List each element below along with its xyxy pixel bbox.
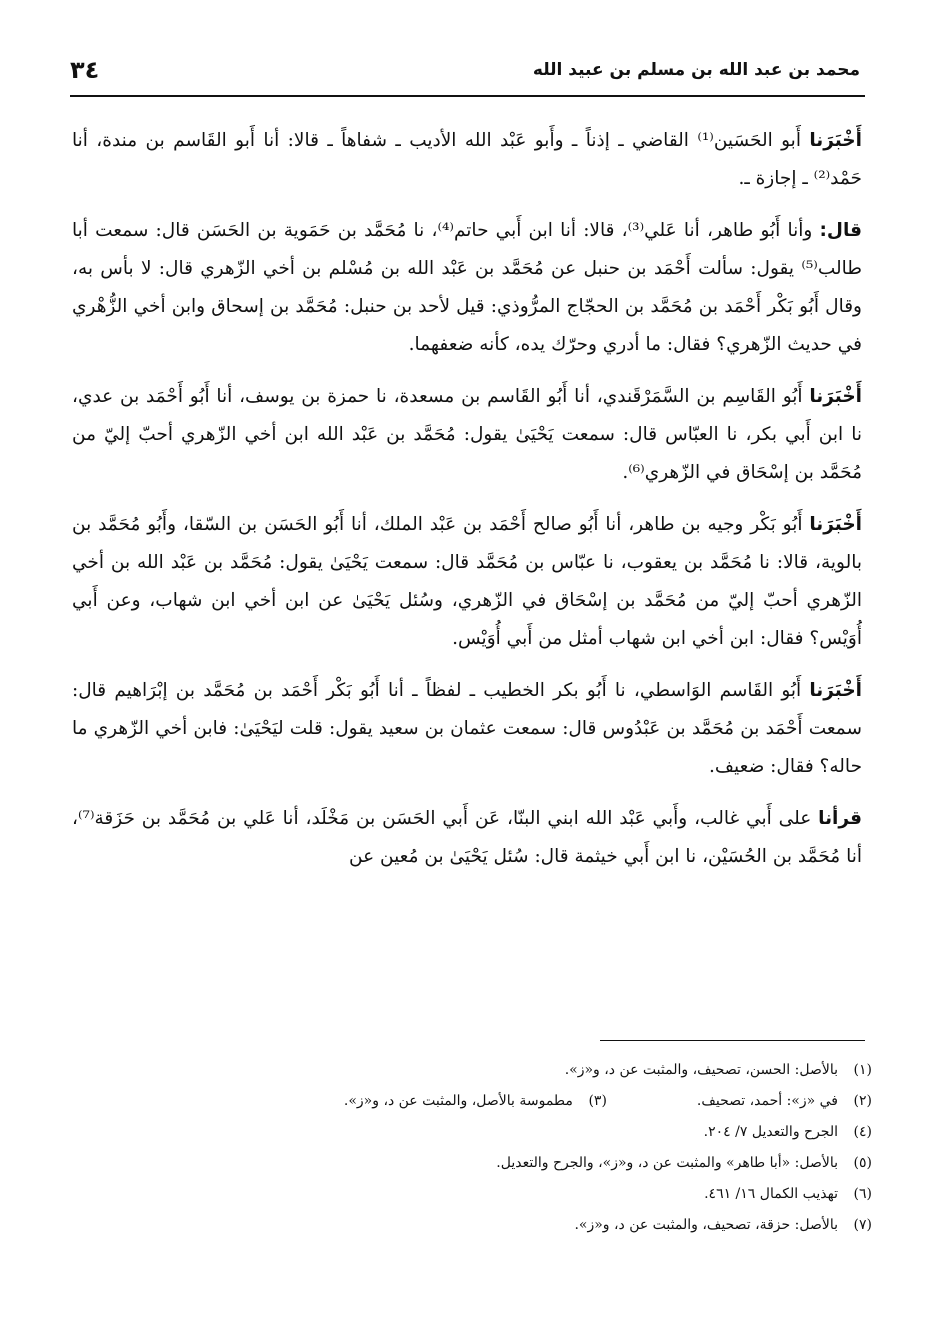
footnote-7 <box>574 1210 872 1241</box>
footnote-number: (٢) <box>853 1093 872 1109</box>
paragraph-lead: أَخْبَرَنا <box>809 680 862 701</box>
paragraph-lead: قرأنا <box>818 808 862 829</box>
footnote-4 <box>704 1117 872 1148</box>
paragraph-text: وأنا أَبُو طاهر، أنا عَلي⁽³⁾، قالا: أنا ابن أَبي حاتم⁽⁴⁾، نا مُحَمَّد بن حَمَوية بن الحَسَن قال: سمعت أبا طالب⁽⁵⁾ يقول: سألت أَحْمَد بن حنبل عن مُحَمَّد بن عَبْد الله بن مُسْلم بن أخي الزّهري قال: لا بأس به، وقال أَبُو بَكْر أَحْمَد بن مُحَمَّد بن الحجّاج المرُّوذي: قيل لأحد بن حنبل: مُحَمَّد بن إسحاق وابن أخي الزُّهْري في حديث الزّهري؟ فقال: ما أدري وحرّك يده، كأنه ضعفهما. <box>72 220 862 355</box>
paragraph-5 <box>72 672 862 786</box>
footnote-row <box>72 1086 872 1117</box>
footnote-text: مطموسة بالأصل، والمثبت عن د، و«ز». <box>343 1093 573 1109</box>
footnote-row <box>72 1210 872 1241</box>
footnote-row <box>72 1179 872 1210</box>
footnote-number: (١) <box>853 1062 872 1078</box>
running-header <box>70 52 860 88</box>
paragraph-text: أَبو الحَسَين⁽¹⁾ القاضي ـ إذناً ـ وأَبو عَبْد الله الأديب ـ شفاهاً ـ قالا: أنا أَبو القَاسم بن مندة، أنا حَمْد⁽²⁾ ـ إجازة ـ. <box>72 130 862 189</box>
paragraph-text: أَبُو بَكْر وجيه بن طاهر، أنا أَبُو صالح أَحْمَد بن عَبْد الملك، أنا أَبُو الحَسَن بن السّقا، وأَبُو مُحَمَّد بن بالوية، قالا: نا مُحَمَّد بن يعقوب، نا عبّاس بن مُحَمَّد قال: سمعت يَحْيَىٰ يقول: مُحَمَّد بن عَبْد الله بن أخي الزّهري أحبّ إليّ من مُحَمَّد بن إسْحَاق في الزّهري، وسُئل يَحْيَىٰ عن ابن أخي ابن شهاب، وعن أَبي أُوَيْس؟ فقال: ابن أخي ابن شهاب أمثل من أَبي أُوَيْس. <box>72 514 862 649</box>
footnote-rule <box>600 1040 865 1041</box>
paragraph-text: أَبُو القَاسِم بن السَّمَرْقَندي، أنا أَبُو القَاسم بن مسعدة، نا حمزة بن يوسف، أنا أَبُو أَحْمَد بن عدي، نا ابن أَبي بكر، نا العبّاس قال: سمعت يَحْيَىٰ يقول: مُحَمَّد بن عَبْد الله ابن أخي الزّهري أحبّ إليّ من مُحَمَّد بن إسْحَاق في الزّهري⁽⁶⁾. <box>72 386 862 483</box>
running-title: محمد بن عبد الله بن مسلم بن عبيد الله <box>532 60 860 80</box>
paragraph-1 <box>72 122 862 198</box>
paragraph-3 <box>72 378 862 492</box>
footnote-text: الجرح والتعديل ٧/ ٢٠٤. <box>703 1124 838 1140</box>
paragraph-lead: أَخْبَرَنا <box>809 514 862 535</box>
footnotes <box>72 1055 872 1241</box>
footnote-text: بالأصل: الحسن، تصحيف، والمثبت عن د، و«ز». <box>564 1062 838 1078</box>
main-text <box>72 122 862 890</box>
paragraph-lead: قال: <box>819 220 863 241</box>
footnote-number: (٥) <box>853 1155 872 1171</box>
paragraph-text: أَبُو القَاسم الوَاسطي، نا أَبُو بكر الخطيب ـ لفظاً ـ أنا أَبُو بَكْر أَحْمَد بن مُحَمَّد بن إبْرَاهيم قال: سمعت أَحْمَد بن مُحَمَّد بن عَبْدُوس قال: سمعت عثمان بن سعيد يقول: قلت ليَحْيَىٰ: فابن أخي الزّهري ما حاله؟ فقال: ضعيف. <box>72 680 862 777</box>
footnote-text: في «ز»: أحمد، تصحيف. <box>696 1093 838 1109</box>
paragraph-lead: أَخْبَرَنا <box>809 386 862 407</box>
paragraph-2 <box>72 212 862 364</box>
footnote-row <box>72 1055 872 1086</box>
footnote-6 <box>704 1179 872 1210</box>
footnote-row <box>72 1148 872 1179</box>
footnote-text: بالأصل: حزقة، تصحيف، والمثبت عن د، و«ز». <box>574 1217 838 1233</box>
footnote-5 <box>496 1148 872 1179</box>
paragraph-text: على أَبي غالب، وأَبي عَبْد الله ابني البنّا، عَن أَبي الحَسَن بن مَخْلَد، أنا عَلي بن مُحَمَّد بن حَزَقة⁽⁷⁾، أنا مُحَمَّد بن الحُسَيْن، نا ابن أَبي خيثمة قال: سُئل يَحْيَىٰ بن مُعين عن <box>72 808 862 867</box>
footnote-3 <box>344 1086 607 1117</box>
footnote-row <box>72 1117 872 1148</box>
footnote-2 <box>697 1086 872 1117</box>
footnote-text: بالأصل: «أبا طاهر» والمثبت عن د، و«ز»، والجرح والتعديل. <box>496 1155 838 1171</box>
page-number: ٣٤ <box>70 56 100 84</box>
paragraph-4 <box>72 506 862 658</box>
footnote-text: تهذيب الكمال ١٦/ ٤٦١. <box>704 1186 838 1202</box>
footnote-1 <box>565 1055 872 1086</box>
paragraph-6 <box>72 800 862 876</box>
footnote-number: (٧) <box>853 1217 872 1233</box>
footnote-number: (٣) <box>588 1093 607 1109</box>
footnote-number: (٦) <box>853 1186 872 1202</box>
paragraph-lead: أَخْبَرَنا <box>809 130 862 151</box>
header-rule <box>70 95 865 97</box>
footnote-number: (٤) <box>853 1124 872 1140</box>
